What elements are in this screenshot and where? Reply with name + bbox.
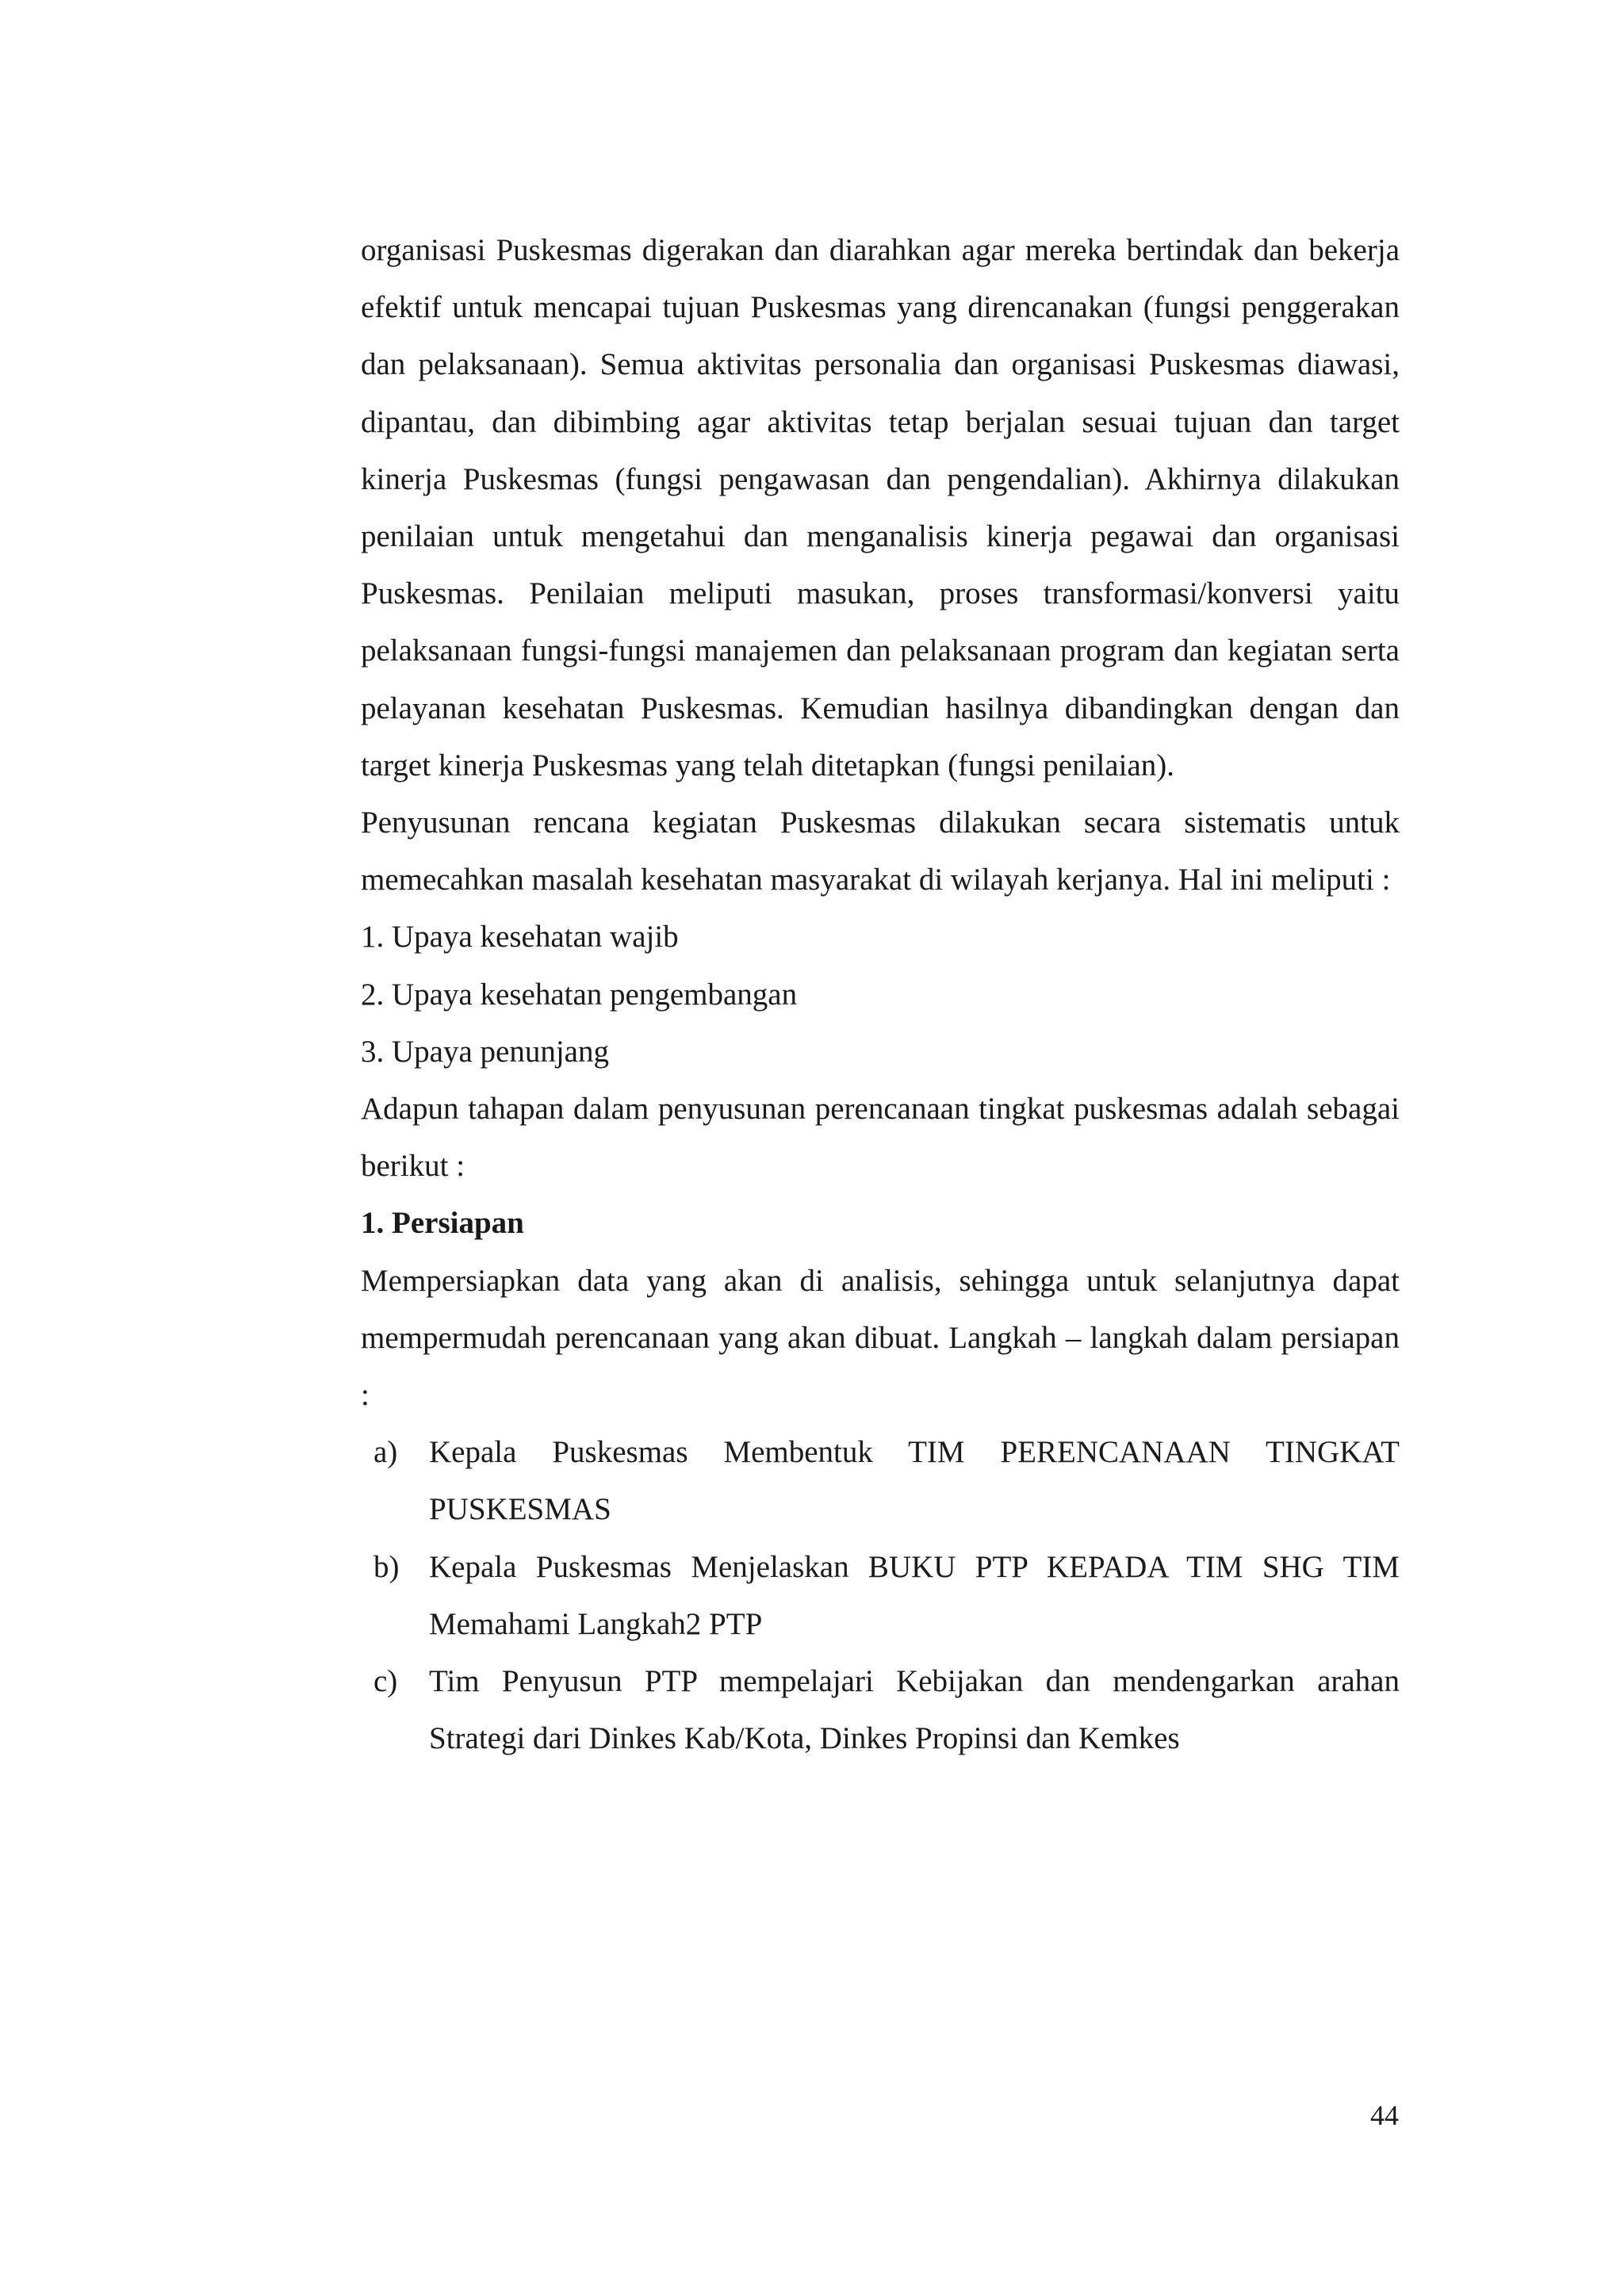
section-heading: 1. Persiapan (361, 1206, 524, 1241)
list-marker: b) (373, 1549, 400, 1584)
steps-list (361, 1424, 1400, 1767)
list-item (361, 1653, 1400, 1767)
page-body (361, 222, 1400, 1767)
list-item-text: Kepala Puskesmas Menjelaskan BUKU PTP KEPADA TIM SHG TIM Memahami Langkah2 PTP (429, 1549, 1400, 1641)
list-item: 2. Upaya kesehatan pengembangan (361, 977, 798, 1012)
planning-paragraph: Penyusunan rencana kegiatan Puskesmas dilakukan secara sistematis untuk memecahkan masalah kesehatan masyarakat di wilayah kerjanya. Hal ini meliputi : (361, 806, 1400, 897)
intro-paragraph: organisasi Puskesmas digerakan dan diarahkan agar mereka bertindak dan bekerja efektif untuk mencapai tujuan Puskesmas yang direncanakan (fungsi penggerakan dan pelaksanaan). Semua aktivitas personalia dan organisasi Puskesmas diawasi, dipantau, dan dibimbing agar aktivitas tetap berjalan sesuai tujuan dan target kinerja Puskesmas (fungsi pengawasan dan pengendalian). Akhirnya dilakukan penilaian untuk mengetahui dan menganalisis kinerja pegawai dan organisasi Puskesmas. Penilaian meliputi masukan, proses transformasi/konversi yaitu pelaksanaan fungsi-fungsi manajemen dan pelaksanaan program dan kegiatan serta pelayanan kesehatan Puskesmas. Kemudian hasilnya dibandingkan dengan dan target kinerja Puskesmas yang telah ditetapkan (fungsi penilaian). (361, 233, 1400, 783)
list-marker: a) (373, 1435, 398, 1470)
list-item: 3. Upaya penunjang (361, 1034, 609, 1069)
list-item-text: Tim Penyusun PTP mempelajari Kebijakan dan mendengarkan arahan Strategi dari Dinkes Kab/Kota, Dinkes Propinsi dan Kemkes (429, 1664, 1400, 1756)
list-item (361, 1424, 1400, 1538)
list-item-text: Kepala Puskesmas Membentuk TIM PERENCANAAN TINGKAT PUSKESMAS (429, 1435, 1400, 1527)
page-number: 44 (1370, 2099, 1399, 2131)
list-item: 1. Upaya kesehatan wajib (361, 920, 679, 955)
list-item (361, 1539, 1400, 1653)
list-marker: c) (373, 1664, 398, 1699)
preparation-paragraph: Mempersiapkan data yang akan di analisis, sehingga untuk selanjutnya dapat mempermudah perencanaan yang akan dibuat. Langkah – langkah dalam persiapan : (361, 1263, 1400, 1413)
effort-list (361, 909, 1400, 1081)
stages-paragraph: Adapun tahapan dalam penyusunan perencanaan tingkat puskesmas adalah sebagai berikut : (361, 1092, 1400, 1184)
